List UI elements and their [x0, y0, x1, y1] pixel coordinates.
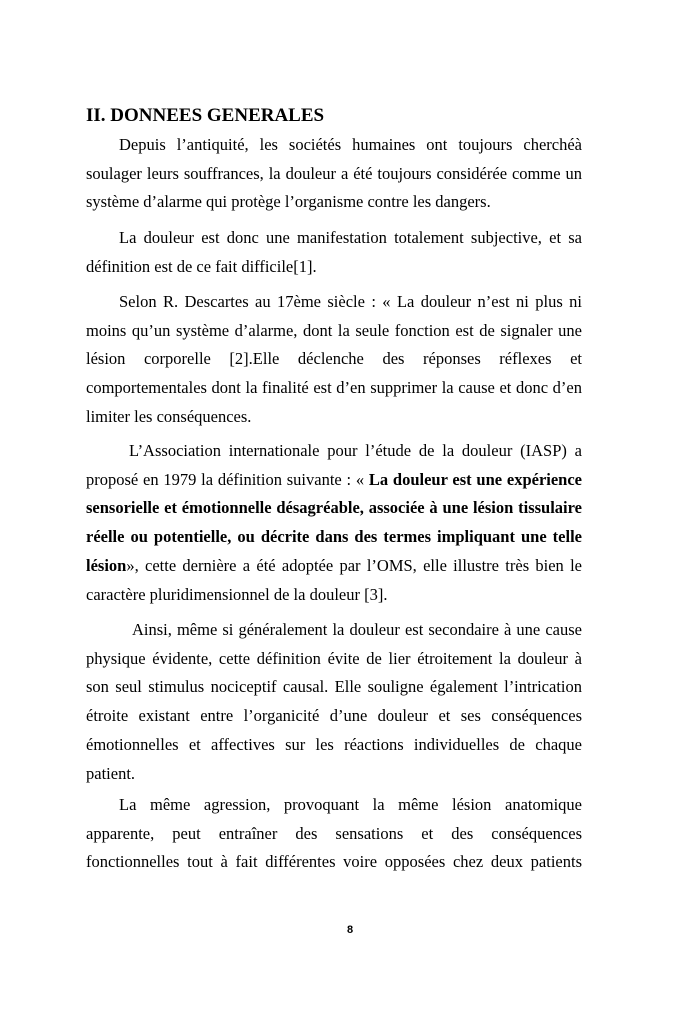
paragraph-5-line-2: physique évidente, cette définition évite de lier étroitement la douleur à	[86, 648, 582, 668]
iasp-definition-line-2: sensorielle et émotionnelle désagréable, associée à une lésion tissulaire	[86, 498, 582, 518]
paragraph-6-line-3: fonctionnelles tout à fait différentes voire opposées chez deux patients	[86, 852, 582, 872]
paragraph-5-line-3: son seul stimulus nociceptif causal. Elle souligne également l’intrication	[86, 677, 582, 697]
paragraph-3	[86, 288, 582, 432]
paragraph-3-line-3: lésion corporelle [2].Elle déclenche des réponses réflexes et	[86, 349, 582, 369]
paragraph-6-line-2: apparente, peut entraîner des sensations et des conséquences	[86, 823, 582, 843]
paragraph-6	[86, 791, 582, 877]
paragraph-4-line-5	[86, 552, 582, 581]
paragraph-5-line-4: étroite existant entre l’organicité d’une douleur et ses conséquences	[86, 706, 582, 726]
paragraph-3-line-4: comportementales dont la finalité est d’en supprimer la cause et donc d’en	[86, 378, 582, 398]
paragraph-6-line-1: La même agression, provoquant la même lésion anatomique	[119, 795, 582, 814]
paragraph-1	[86, 131, 582, 217]
iasp-definition-start: La douleur est une expérience	[368, 469, 582, 489]
paragraph-1-line-3: système d’alarme qui protège l’organisme contre les dangers.	[86, 192, 491, 212]
section-heading: II. DONNEES GENERALES	[86, 105, 325, 126]
paragraph-3-line-5: limiter les conséquences.	[86, 406, 252, 426]
paragraph-3-line-1: Selon R. Descartes au 17ème siècle : « La douleur n’est ni plus ni	[119, 292, 582, 311]
paragraph-2-line-2: définition est de ce fait difficile[1].	[86, 256, 317, 276]
page-number: 8	[346, 924, 354, 936]
paragraph-4-line-2-plain: proposé en 1979 la définition suivante : «	[86, 469, 369, 489]
paragraph-5-line-5: émotionnelles et affectives sur les réactions individuelles de chaque	[86, 734, 582, 754]
paragraph-1-line-1: Depuis l’antiquité, les sociétés humaines ont toujours cherchéà	[119, 135, 582, 154]
paragraph-5	[86, 616, 582, 788]
paragraph-2	[86, 224, 582, 281]
paragraph-1-line-2: soulager leurs souffrances, la douleur a été toujours considérée comme un	[86, 163, 582, 183]
paragraph-5-line-6: patient.	[86, 763, 136, 783]
paragraph-4-line-1: L’Association internationale pour l’étude de la douleur (IASP) a	[129, 441, 582, 460]
paragraph-5-line-1: Ainsi, même si généralement la douleur est secondaire à une cause	[132, 620, 582, 639]
iasp-definition-line-3: réelle ou potentielle, ou décrite dans des termes impliquant une telle	[86, 527, 582, 547]
iasp-definition-end: lésion	[86, 555, 127, 575]
paragraph-4	[86, 437, 582, 609]
paragraph-4-line-5-plain: », cette dernière a été adoptée par l’OMS, elle illustre très bien le	[126, 555, 582, 575]
paragraph-3-line-2: moins qu’un système d’alarme, dont la seule fonction est de signaler une	[86, 320, 582, 340]
paragraph-4-line-6: caractère pluridimensionnel de la douleur [3].	[86, 584, 388, 604]
paragraph-4-line-2	[86, 466, 582, 495]
paragraph-2-line-1: La douleur est donc une manifestation totalement subjective, et sa	[119, 228, 582, 247]
